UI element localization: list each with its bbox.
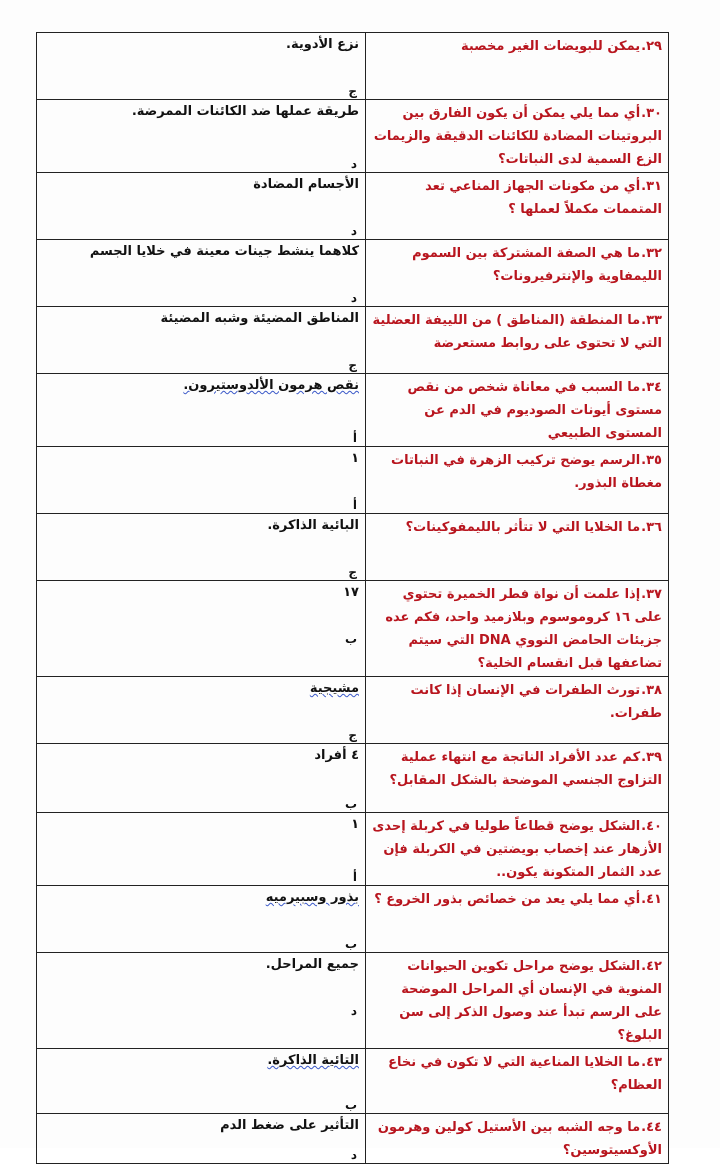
table-row bbox=[37, 813, 669, 886]
question-cell: ٤١.أي مما يلي يعد من خصائص بذور الخروع ؟ bbox=[366, 886, 669, 953]
answer-cell: طريقة عملها ضد الكائنات الممرضة. د bbox=[37, 100, 366, 173]
table-row bbox=[37, 1114, 669, 1164]
answer-letter: أ bbox=[352, 498, 357, 512]
table-row bbox=[37, 307, 669, 374]
table-row bbox=[37, 514, 669, 581]
answer-cell: نقص هرمون الألدوستيرون. أ bbox=[37, 374, 366, 447]
question-cell: ٣٩.كم عدد الأفراد الناتجة مع انتهاء عملية التزاوج الجنسي الموضحة بالشكل المقابل؟ bbox=[366, 744, 669, 813]
answer-letter: أ bbox=[352, 431, 357, 445]
table-row bbox=[37, 173, 669, 240]
answer-letter: د bbox=[350, 1148, 357, 1162]
question-cell: ٤٣.ما الخلايا المناعية التي لا تكون في نخاع العظام؟ bbox=[366, 1049, 669, 1114]
question-cell: ٤٤.ما وجه الشبه بين الأستيل كولين وهرمون الأوكسيتوسين؟ bbox=[366, 1114, 669, 1164]
question-cell: ٣٢.ما هي الصفة المشتركة بين السموم الليمفاوية والإنترفيرونات؟ bbox=[366, 240, 669, 307]
question-cell: ٣٣.ما المنطقة (المناطق ) من اللييفة العضلية التي لا تحتوى على روابط مستعرضة bbox=[366, 307, 669, 374]
answer-cell: مشيجية ج bbox=[37, 677, 366, 744]
answer-letter: أ bbox=[352, 870, 357, 884]
answer-cell: البائية الذاكرة. ج bbox=[37, 514, 366, 581]
answer-cell: ١ أ bbox=[37, 447, 366, 514]
table-row bbox=[37, 744, 669, 813]
answer-cell: المناطق المضيئة وشبه المضيئة ج bbox=[37, 307, 366, 374]
question-cell: ٣١.أي من مكونات الجهاز المناعي تعد المتممات مكملاً لعملها ؟ bbox=[366, 173, 669, 240]
table-row bbox=[37, 953, 669, 1049]
table-row bbox=[37, 677, 669, 744]
answer-cell: ٤ أفراد ب bbox=[37, 744, 366, 813]
answer-letter: د bbox=[350, 1004, 357, 1018]
table-row bbox=[37, 240, 669, 307]
table-row bbox=[37, 447, 669, 514]
question-cell: ٣٤.ما السبب في معاناة شخص من نقص مستوى أيونات الصوديوم في الدم عن المستوى الطبيعي bbox=[366, 374, 669, 447]
answer-cell: الأجسام المضادة د bbox=[37, 173, 366, 240]
question-cell: ٣٥.الرسم يوضح تركيب الزهرة في النباتات مغطاة البذور. bbox=[366, 447, 669, 514]
answer-letter: د bbox=[350, 291, 357, 305]
answer-letter: ب bbox=[344, 937, 357, 951]
answer-letter: ج bbox=[348, 358, 357, 372]
answer-cell: ١ أ bbox=[37, 813, 366, 886]
answer-letter: ج bbox=[348, 728, 357, 742]
question-cell: ٣٦.ما الخلايا التي لا تتأثر بالليمفوكينات؟ bbox=[366, 514, 669, 581]
answer-letter: ج bbox=[348, 565, 357, 579]
answer-letter: ب bbox=[344, 1098, 357, 1112]
table-row bbox=[37, 1049, 669, 1114]
answer-key-table bbox=[36, 32, 669, 1164]
question-cell: ٤٠.الشكل يوضح قطاعاً طوليا في كربلة إحدى الأزهار عند إخصاب بويضتين في الكربلة فإن عدد الثمار المتكونة يكون.. bbox=[366, 813, 669, 886]
table-row bbox=[37, 581, 669, 677]
question-cell: ٣٨.تورث الطفرات في الإنسان إذا كانت طفرات. bbox=[366, 677, 669, 744]
table-row bbox=[37, 100, 669, 173]
answer-cell: بذور وسبيرميه ب bbox=[37, 886, 366, 953]
table-row bbox=[37, 33, 669, 100]
question-cell: ٤٢.الشكل يوضح مراحل تكوين الحيوانات المنوية في الإنسان أي المراحل الموضحة على الرسم تبدأ عند وصول الذكر إلى سن البلوغ؟ bbox=[366, 953, 669, 1049]
answer-letter: ب bbox=[344, 797, 357, 811]
answer-letter: د bbox=[350, 157, 357, 171]
question-cell: ٣٧.إذا علمت أن نواة فطر الخميرة تحتوي على ١٦ كروموسوم وبلازميد واحد، فكم عده جزيئات الحامض النووي DNA التي سيتم تضاعفها قبل انقسام الخلية؟ bbox=[366, 581, 669, 677]
answer-cell: جميع المراحل. د bbox=[37, 953, 366, 1049]
answer-letter: ب bbox=[344, 632, 357, 646]
answer-cell: نزع الأدوية. ج bbox=[37, 33, 366, 100]
table-row bbox=[37, 374, 669, 447]
answer-letter: ج bbox=[348, 84, 357, 98]
table-row bbox=[37, 886, 669, 953]
answer-cell: التائية الذاكرة. ب bbox=[37, 1049, 366, 1114]
question-cell: ٣٠.أي مما يلي يمكن أن يكون الفارق بين البروتينات المضادة للكائنات الدقيقة والزيمات الزع السمية لدى النباتات؟ bbox=[366, 100, 669, 173]
answer-cell: التأثير على ضغط الدم د bbox=[37, 1114, 366, 1164]
question-cell: ٢٩.يمكن للبويضات الغير مخصبة bbox=[366, 33, 669, 100]
answer-letter: د bbox=[350, 224, 357, 238]
answer-cell: كلاهما ينشط جينات معينة في خلايا الجسم د bbox=[37, 240, 366, 307]
answer-cell: ١٧ ب bbox=[37, 581, 366, 677]
